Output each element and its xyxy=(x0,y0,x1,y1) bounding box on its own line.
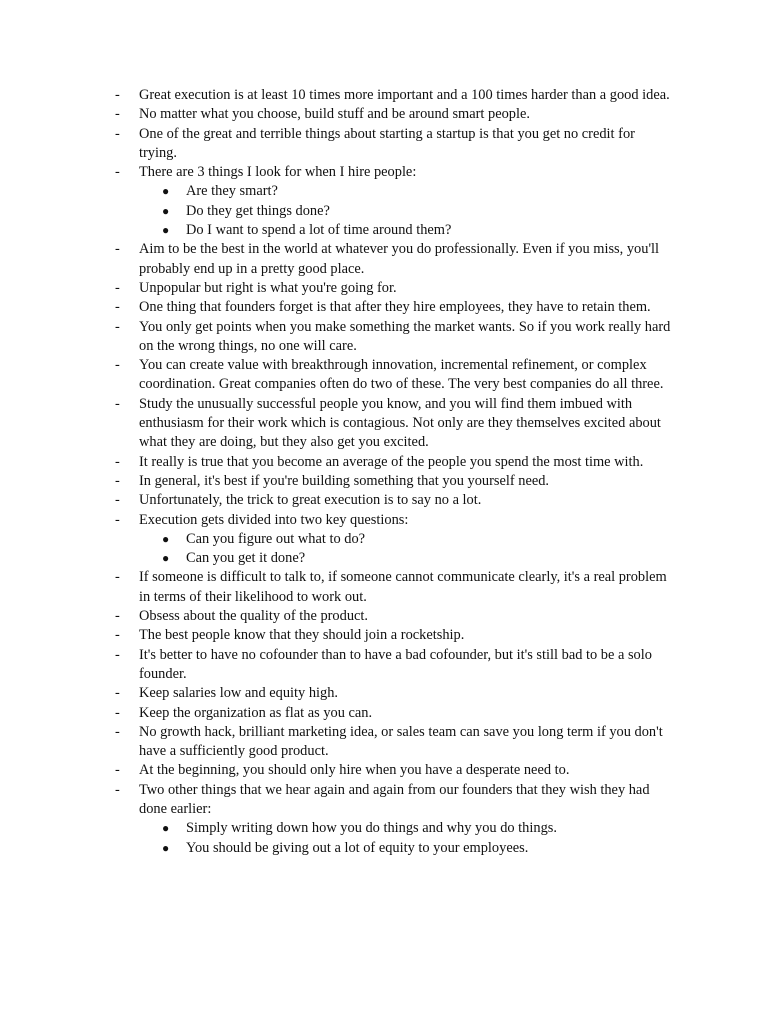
sub-list xyxy=(139,819,673,858)
list-item xyxy=(0,568,673,607)
list-item-text: One thing that founders forget is that after they hire employees, they have to retain them. xyxy=(139,299,651,316)
dash-marker: - xyxy=(115,125,120,142)
list-item xyxy=(0,626,673,645)
list-item-text: Great execution is at least 10 times more important and a 100 times harder than a good idea. xyxy=(139,87,670,103)
list-item-text: The best people know that they should join a rocketship. xyxy=(139,627,465,644)
bullet-icon: ● xyxy=(162,184,170,199)
sub-list-item-text: Can you figure out what to do? xyxy=(186,530,366,547)
list-item xyxy=(0,684,673,703)
list-item xyxy=(0,86,673,105)
list-item-text: No growth hack, brilliant marketing idea, or sales team can save you long term if you don't have a sufficiently good product. xyxy=(139,723,663,760)
list-item xyxy=(0,395,673,453)
dash-marker: - xyxy=(115,781,120,798)
sub-list xyxy=(139,530,673,569)
list-item-text: Execution gets divided into two key questions: xyxy=(139,511,409,528)
list-item-text: Unfortunately, the trick to great execution is to say no a lot. xyxy=(139,492,482,509)
dash-marker: - xyxy=(115,106,120,123)
list-item-text: If someone is difficult to talk to, if someone cannot communicate clearly, it's a real problem in terms of their likelihood to work out. xyxy=(139,569,667,605)
bullet-icon: ● xyxy=(162,551,170,566)
list-item xyxy=(0,163,673,240)
dash-marker: - xyxy=(115,453,120,470)
dash-marker: - xyxy=(115,723,120,740)
list-item-text: It really is true that you become an average of the people you spend the most time with. xyxy=(139,453,644,470)
list-item-text: Two other things that we hear again and again from our founders that they wish they had done earlier: xyxy=(139,781,650,817)
dash-marker: - xyxy=(115,569,120,586)
list-item xyxy=(0,491,673,510)
sub-list-item xyxy=(0,182,686,201)
dash-marker: - xyxy=(115,608,120,625)
dash-marker: - xyxy=(115,87,120,103)
bullet-icon: ● xyxy=(162,821,170,836)
list-item xyxy=(0,704,673,723)
list-item xyxy=(0,298,673,317)
dash-marker: - xyxy=(115,685,120,702)
list-item-text: You only get points when you make something the market wants. So if you work really hard on the wrong things, no one will care. xyxy=(139,318,671,354)
dash-marker: - xyxy=(115,279,120,296)
dash-marker: - xyxy=(115,704,120,721)
sub-list-item-text: Simply writing down how you do things and why you do things. xyxy=(186,820,557,837)
list-item xyxy=(0,761,673,780)
dash-marker: - xyxy=(115,357,120,374)
sub-list-item xyxy=(0,530,686,549)
bullet-icon: ● xyxy=(162,531,170,546)
list-item-text: Study the unusually successful people you know, and you will find them imbued with enthusiasm for their work which is contagious. Not only are they themselves excited about what they are doing, but they also get you excited. xyxy=(139,395,661,451)
list-item-text: One of the great and terrible things about starting a startup is that you get no credit for trying. xyxy=(139,125,635,161)
list-item xyxy=(0,356,673,395)
dash-marker: - xyxy=(115,646,120,663)
list-item-text: Unpopular but right is what you're going for. xyxy=(139,279,397,296)
list-item-text: No matter what you choose, build stuff and be around smart people. xyxy=(139,106,530,123)
dash-marker: - xyxy=(115,395,120,412)
sub-list xyxy=(139,182,673,240)
list-item xyxy=(0,646,673,685)
quote-list xyxy=(0,86,768,858)
sub-list-item xyxy=(0,819,686,838)
sub-list-item-text: Do they get things done? xyxy=(186,202,330,219)
list-item xyxy=(0,240,673,279)
list-item xyxy=(0,472,673,491)
list-item-text: In general, it's best if you're building something that you yourself need. xyxy=(139,472,550,489)
list-item xyxy=(0,318,673,357)
bullet-icon: ● xyxy=(162,840,170,855)
list-item xyxy=(0,607,673,626)
dash-marker: - xyxy=(115,762,120,779)
list-item xyxy=(0,105,673,124)
sub-list-item xyxy=(0,202,686,221)
list-item-text: Aim to be the best in the world at whatever you do professionally. Even if you miss, you'll probably end up in a pretty good place. xyxy=(139,241,660,277)
bullet-icon: ● xyxy=(162,223,170,238)
list-item xyxy=(0,781,673,858)
list-item xyxy=(0,723,673,762)
list-item xyxy=(0,125,673,164)
sub-list-item-text: You should be giving out a lot of equity to your employees. xyxy=(186,839,529,856)
sub-list-item-text: Can you get it done? xyxy=(186,550,306,567)
dash-marker: - xyxy=(115,511,120,528)
dash-marker: - xyxy=(115,299,120,316)
sub-list-item xyxy=(0,221,686,240)
list-item xyxy=(0,511,673,569)
list-item-text: Obsess about the quality of the product. xyxy=(139,608,369,625)
sub-list-item-text: Are they smart? xyxy=(186,183,278,200)
list-item-text: At the beginning, you should only hire when you have a desperate need to. xyxy=(139,762,570,779)
list-item-text: Keep the organization as flat as you can. xyxy=(139,704,373,721)
sub-list-item-text: Do I want to spend a lot of time around them? xyxy=(186,222,452,239)
list-item xyxy=(0,453,673,472)
dash-marker: - xyxy=(115,627,120,644)
dash-marker: - xyxy=(115,492,120,509)
sub-list-item xyxy=(0,839,686,858)
list-item xyxy=(0,279,673,298)
list-item-text: Keep salaries low and equity high. xyxy=(139,685,339,702)
list-item-text: It's better to have no cofounder than to have a bad cofounder, but it's still bad to be a solo founder. xyxy=(139,646,652,682)
sub-list-item xyxy=(0,549,686,568)
bullet-icon: ● xyxy=(162,203,170,218)
dash-marker: - xyxy=(115,318,120,335)
list-item-text: There are 3 things I look for when I hire people: xyxy=(139,164,417,181)
dash-marker: - xyxy=(115,241,120,258)
list-item-text: You can create value with breakthrough innovation, incremental refinement, or complex coordination. Great companies often do two of these. The very best companies do all three. xyxy=(139,357,664,393)
dash-marker: - xyxy=(115,164,120,181)
dash-marker: - xyxy=(115,472,120,489)
